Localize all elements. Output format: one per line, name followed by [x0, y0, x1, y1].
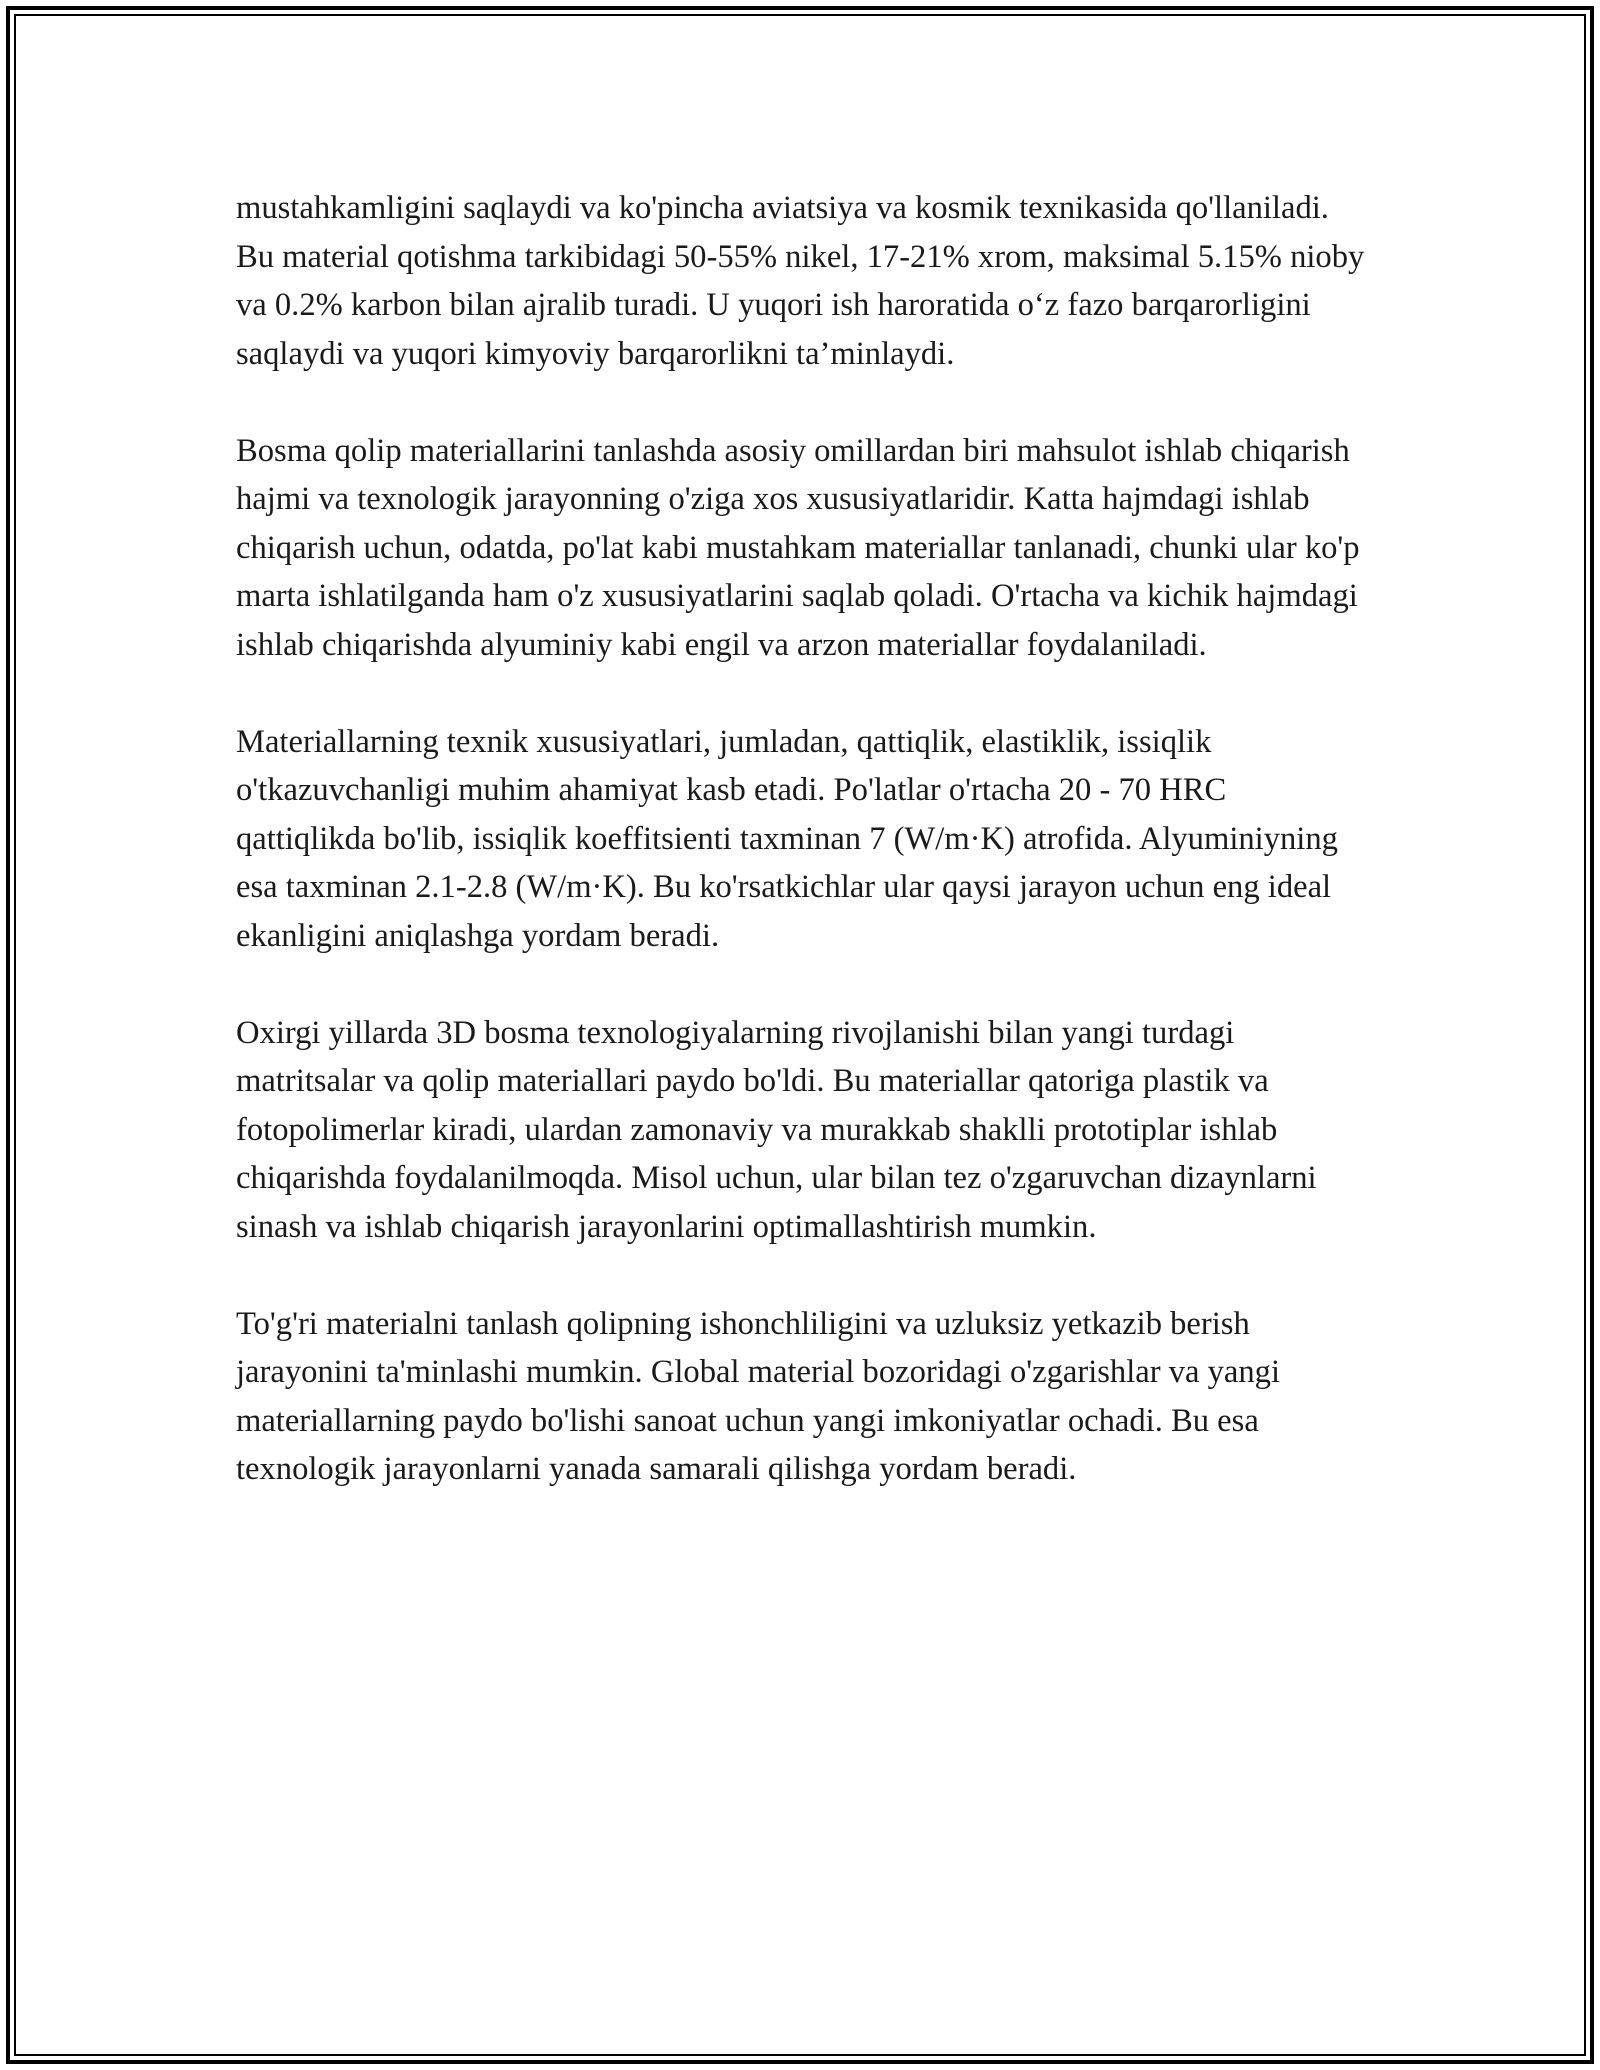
paragraph-3: Materiallarning texnik xususiyatlari, jumladan, qattiqlik, elastiklik, issiqlik o'tkazuvchanligi muhim ahamiyat kasb etadi. Po'latlar o'rtacha 20 - 70 HRC qattiqlikda bo'lib, issiqlik koeffitsienti taxminan 7 (W/m·K) atrofida. Alyuminiyning esa taxminan 2.1-2.8 (W/m·K). Bu ko'rsatkichlar ular qaysi jarayon uchun eng ideal ekanligini aniqlashga yordam beradi.	[236, 723, 1338, 954]
document-body	[236, 184, 1366, 1542]
paragraph-5: To'g'ri materialni tanlash qolipning ishonchliligini va uzluksiz yetkazib berish jarayonini ta'minlashi mumkin. Global material bozoridagi o'zgarishlar va yangi materiallarning paydo bo'lishi sanoat uchun yangi imkoniyatlar ochadi. Bu esa texnologik jarayonlarni yanada samarali qilishga yordam beradi.	[236, 1305, 1280, 1487]
paragraph-1: mustahkamligini saqlaydi va ko'pincha aviatsiya va kosmik texnikasida qo'llaniladi. Bu material qotishma tarkibidagi 50-55% nikel, 17-21% xrom, maksimal 5.15% nioby va 0.2% karbon bilan ajralib turadi. U yuqori ish haroratida o‘z fazo barqarorligini saqlaydi va yuqori kimyoviy barqarorlikni ta’minlaydi.	[236, 190, 1365, 372]
paragraph-4: Oxirgi yillarda 3D bosma texnologiyalarning rivojlanishi bilan yangi turdagi matritsalar va qolip materiallari paydo bo'ldi. Bu materiallar qatoriga plastik va fotopolimerlar kiradi, ulardan zamonaviy va murakkab shaklli prototiplar ishlab chiqarishda foydalanilmoqda. Misol uchun, ular bilan tez o'zgaruvchan dizaynlarni sinash va ishlab chiqarish jarayonlarini optimallashtirish mumkin.	[236, 1014, 1317, 1245]
paragraph-2: Bosma qolip materiallarini tanlashda asosiy omillardan biri mahsulot ishlab chiqarish hajmi va texnologik jarayonning o'ziga xos xususiyatlaridir. Katta hajmdagi ishlab chiqarish uchun, odatda, po'lat kabi mustahkam materiallar tanlanadi, chunki ular ko'p marta ishlatilganda ham o'z xususiyatlarini saqlab qoladi. O'rtacha va kichik hajmdagi ishlab chiqarishda alyuminiy kabi engil va arzon materiallar foydalaniladi.	[236, 432, 1360, 663]
